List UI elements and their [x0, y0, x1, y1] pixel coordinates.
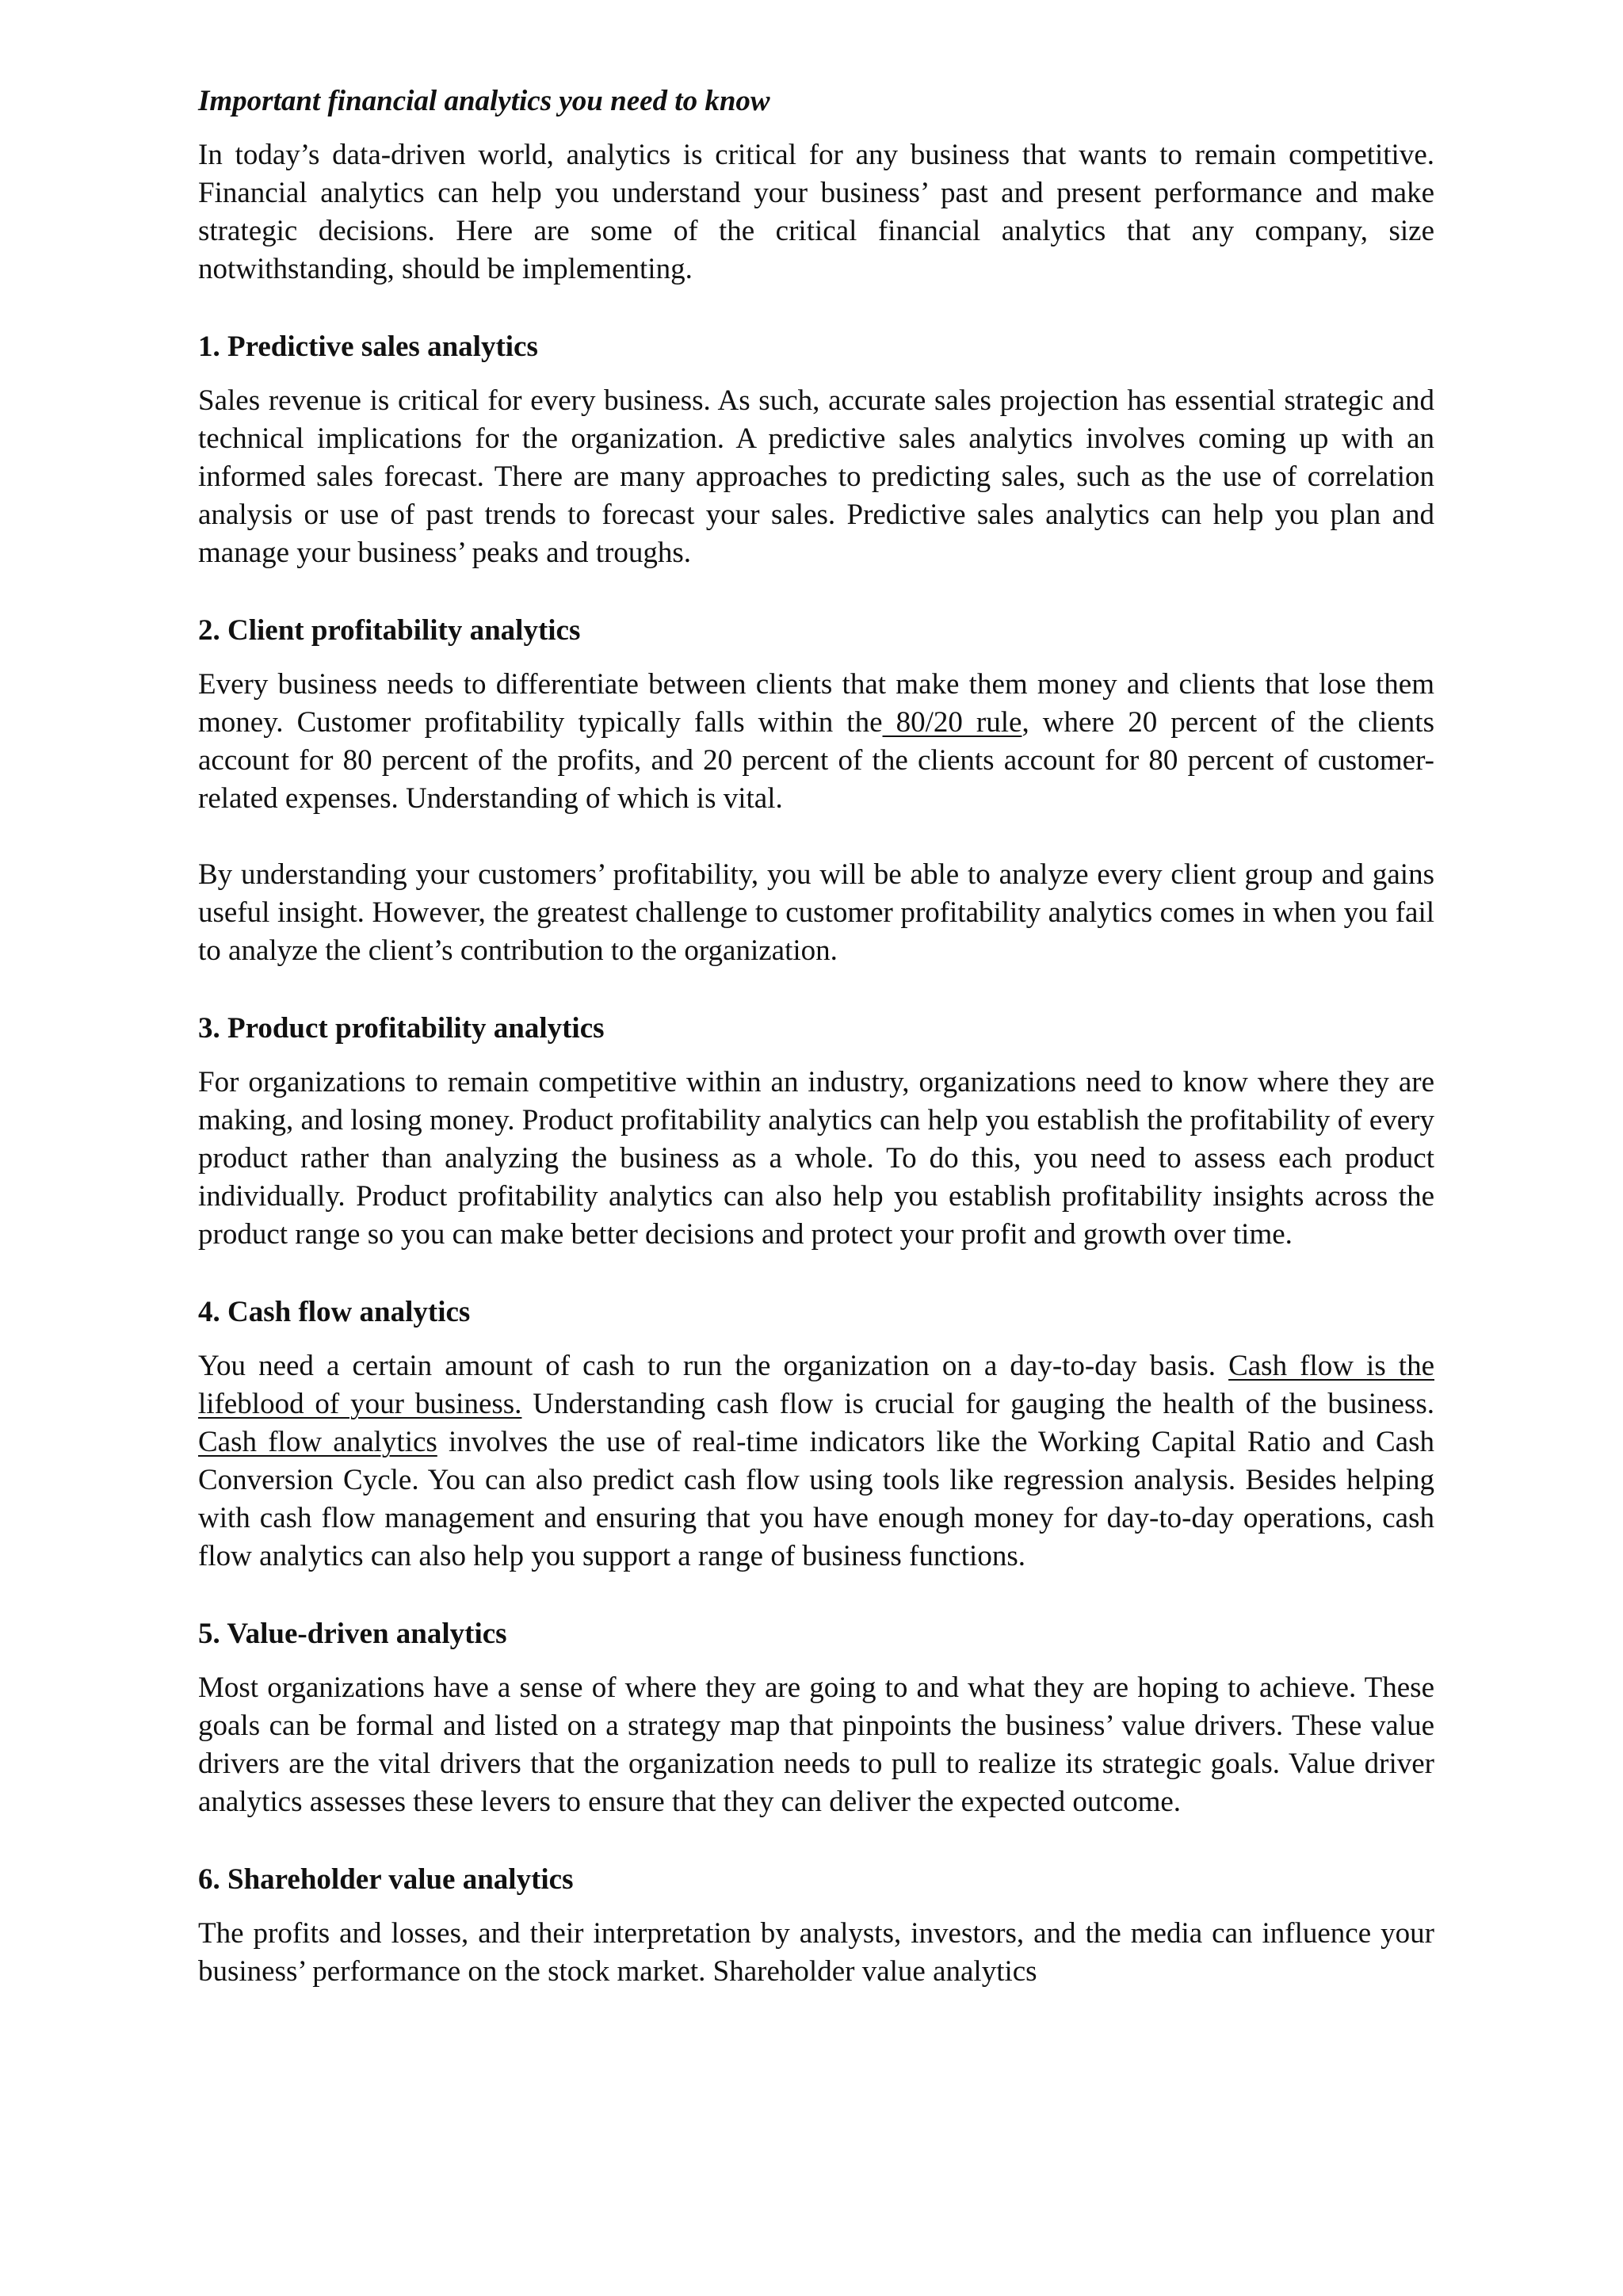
section-heading: 3. Product profitability analytics — [198, 1012, 605, 1045]
document-page — [198, 82, 1434, 1991]
section-paragraph: Most organizations have a sense of where they are going to and what they are hoping to achieve. These goals can be formal and listed on a strategy map that pinpoints the business’ value drivers. These value drivers are the vital drivers that the organization needs to pull to realize its strategic goals. Value driver analytics assesses these levers to ensure that they can deliver the expected outcome. — [198, 1671, 1434, 1818]
section-paragraph: The profits and losses, and their interpretation by analysts, investors, and the media can influence your business’ performance on the stock market. Shareholder value analytics — [198, 1917, 1434, 1988]
text-run: Understanding cash flow is crucial for gauging the health of the business. — [521, 1388, 1434, 1420]
section-paragraph: Sales revenue is critical for every business. As such, accurate sales projection has essential strategic and technical implications for the organization. A predictive sales analytics involves coming up with an informed sales forecast. There are many approaches to predicting sales, such as the use of correlation analysis or use of past trends to forecast your sales. Predictive sales analytics can help you plan and manage your business’ peaks and troughs. — [198, 384, 1434, 569]
section-heading: 1. Predictive sales analytics — [198, 330, 538, 363]
section-paragraph: For organizations to remain competitive within an industry, organizations need to know where they are making, and losing money. Product profitability analytics can help you establish the profitability of every product rather than analyzing the business as a whole. To do this, you need to assess each product individually. Product profitability analytics can also help you establish profitability insights across the product range so you can make better decisions and protect your profit and growth over time. — [198, 1066, 1434, 1251]
link-80-20-rule[interactable]: 80/20 rule — [882, 706, 1022, 739]
section-predictive-sales — [198, 328, 1434, 572]
document-title: Important financial analytics you need to know — [198, 85, 770, 117]
text-run: You need a certain amount of cash to run the organization on a day-to-day basis. — [198, 1350, 1229, 1382]
intro-paragraph: In today’s data-driven world, analytics is critical for any business that wants to remain competitive. Financial analytics can help you understand your business’ past and present performance and make strategic decisions. Here are some of the critical financial analytics that any company, size notwithstanding, should be implementing. — [198, 139, 1434, 285]
section-shareholder-value — [198, 1861, 1434, 1991]
text-run: involves the use of real-time indicators like the Working Capital Ratio and Cash Conversion Cycle. You can also predict cash flow using tools like regression analysis. Besides helping with cash flow management and ensuring that you have enough money for day-to-day operations, cash flow analytics can also help you support a range of business functions. — [198, 1426, 1434, 1572]
section-heading: 5. Value-driven analytics — [198, 1618, 507, 1650]
section-cash-flow — [198, 1293, 1434, 1576]
section-paragraph — [198, 1347, 1434, 1576]
section-paragraph — [198, 666, 1434, 818]
text-run: Every business needs to differentiate between clients that make them money and clients that lose them money. Customer profitability typically falls within the — [198, 668, 1434, 739]
section-heading: 4. Cash flow analytics — [198, 1296, 471, 1328]
section-product-profitability — [198, 1010, 1434, 1254]
section-paragraph: By understanding your customers’ profitability, you will be able to analyze every client group and gains useful insight. However, the greatest challenge to customer profitability analytics comes in when you fail to analyze the client’s contribution to the organization. — [198, 858, 1434, 967]
section-heading: 6. Shareholder value analytics — [198, 1863, 574, 1896]
section-value-driven — [198, 1615, 1434, 1821]
link-cash-flow-lifeblood[interactable]: Cash flow is the lifeblood of your business. — [198, 1350, 1434, 1420]
section-heading: 2. Client profitability analytics — [198, 614, 581, 647]
text-run: , where 20 percent of the clients account for 80 percent of the profits, and 20 percent of the clients account for 80 percent of customer-related expenses. Understanding of which is vital. — [198, 706, 1434, 815]
section-client-profitability — [198, 612, 1434, 970]
link-cash-flow-analytics[interactable]: Cash flow analytics — [198, 1426, 437, 1458]
